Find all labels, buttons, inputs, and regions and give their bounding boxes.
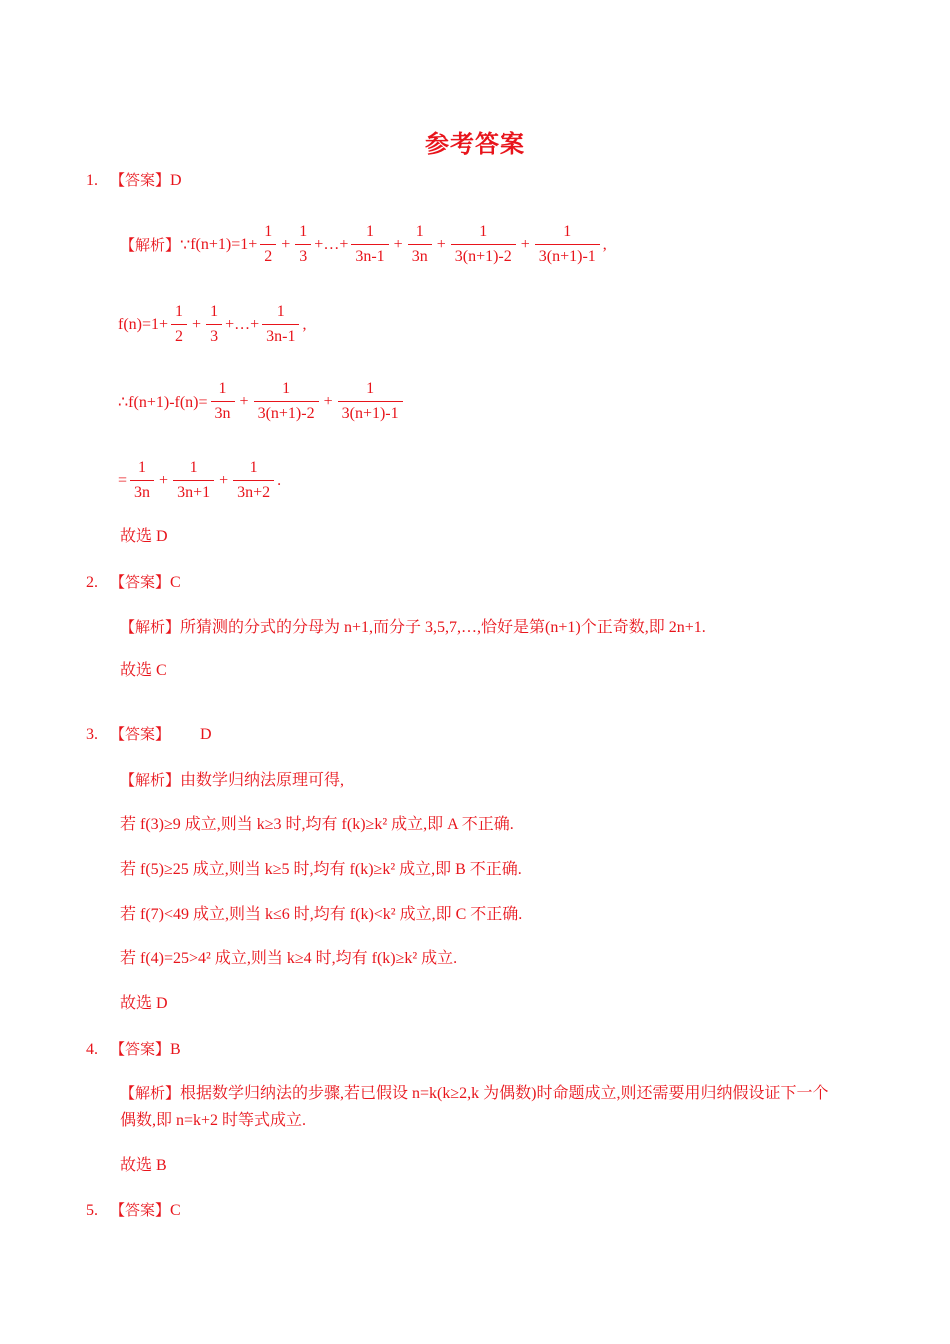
q5-answer-tag: 【答案】 — [110, 1201, 171, 1219]
fraction: $\frac{1}{3n-1}$ — [351, 223, 388, 266]
q3-number: 3. — [86, 726, 98, 743]
q1-answer-line — [86, 170, 182, 191]
q2-analysis-tag: 【解析】 — [120, 618, 181, 636]
q3-line-a: 若 f(3)≥9 成立,则当 k≥3 时,均有 f(k)≥k² 成立,即 A 不正确. — [120, 816, 514, 833]
ellipsis: +…+ — [314, 235, 349, 253]
q3-analysis: 由数学归纳法原理可得, — [180, 772, 345, 789]
equals-sign: = — [118, 471, 128, 489]
period: . — [277, 471, 282, 489]
q5-number: 5. — [86, 1202, 98, 1219]
q4-analysis-line2: 偶数,即 n=k+2 时等式成立. — [120, 1112, 307, 1129]
fraction: $\frac{1}{3}$ — [206, 303, 222, 346]
q1-formula-fn1: 【解析】 ∵ f(n+1)=1+ $\frac{1}{2}$ + $\frac{1}{3}$ +…+ $\frac{1}{3n-1}$ + $\frac{1}{3n}$ + $\frac{1}{3(n+1)-2}$ + $\frac{1}{3(n+1)-1}$ , — [120, 223, 607, 265]
q3-analysis-line — [120, 770, 344, 791]
q1-formula-result: = $\frac{1}{3n}$ + $\frac{1}{3n+1}$ + $\frac{1}{3n+2}$ . — [118, 459, 282, 501]
q3-answer-line — [86, 724, 212, 745]
fraction: $\frac{1}{3n}$ — [408, 223, 432, 266]
fraction: $\frac{1}{3n+2}$ — [233, 459, 274, 502]
ellipsis: +…+ — [225, 315, 260, 333]
fraction: $\frac{1}{2}$ — [171, 303, 187, 346]
q5-answer-line — [86, 1200, 181, 1221]
q1-analysis-tag: 【解析】 — [120, 236, 181, 254]
page-title: 参考答案 — [425, 130, 525, 158]
q4-answer-tag: 【答案】 — [110, 1040, 171, 1058]
fraction: $\frac{1}{3(n+1)-2}$ — [254, 380, 319, 423]
fraction: $\frac{1}{2}$ — [260, 223, 276, 266]
fraction: $\frac{1}{3}$ — [295, 223, 311, 266]
q4-number: 4. — [86, 1041, 98, 1058]
q2-analysis-line — [120, 617, 706, 638]
because-symbol: ∵ — [180, 236, 191, 254]
diff-lhs: ∴f(n+1)-f(n)= — [118, 393, 208, 411]
q3-analysis-tag: 【解析】 — [120, 771, 181, 789]
q3-line-d: 若 f(4)=25>4² 成立,则当 k≥4 时,均有 f(k)≥k² 成立. — [120, 950, 458, 967]
q1-conclusion: 故选 D — [120, 528, 168, 545]
q2-analysis: 所猜测的分式的分母为 n+1,而分子 3,5,7,…,恰好是第(n+1)个正奇数,即 2n+1. — [180, 619, 706, 636]
q4-answer-line — [86, 1039, 181, 1060]
q2-answer: C — [170, 574, 181, 591]
fraction: $\frac{1}{3n}$ — [130, 459, 154, 502]
q5-answer: C — [170, 1202, 181, 1219]
q2-answer-tag: 【答案】 — [110, 573, 171, 591]
q3-conclusion: 故选 D — [120, 995, 168, 1012]
fraction: $\frac{1}{3n+1}$ — [173, 459, 214, 502]
q4-conclusion: 故选 B — [120, 1157, 167, 1174]
q2-number: 2. — [86, 574, 98, 591]
q3-answer-tag: 【答案】 — [110, 725, 171, 743]
q1-number: 1. — [86, 172, 98, 189]
q1-answer-tag: 【答案】 — [110, 171, 171, 189]
q4-analysis-tag: 【解析】 — [120, 1084, 181, 1102]
q1-formula-diff: ∴f(n+1)-f(n)= $\frac{1}{3n}$ + $\frac{1}{3(n+1)-2}$ + $\frac{1}{3(n+1)-1}$ — [118, 380, 406, 423]
q4-analysis-text1: 根据数学归纳法的步骤,若已假设 n=k(k≥2,k 为偶数)时命题成立,则还需要用归纳假设证下一个 — [180, 1085, 829, 1102]
comma: , — [302, 315, 307, 333]
q2-conclusion: 故选 C — [120, 662, 167, 679]
q3-line-c: 若 f(7)<49 成立,则当 k≤6 时,均有 f(k)<k² 成立,即 C 不正确. — [120, 906, 523, 923]
fraction: $\frac{1}{3(n+1)-1}$ — [535, 223, 600, 266]
fraction: $\frac{1}{3(n+1)-1}$ — [338, 380, 403, 423]
q4-answer: B — [170, 1041, 181, 1058]
fn1-lhs: f(n+1)=1+ — [190, 235, 258, 253]
q4-analysis-line1 — [120, 1083, 828, 1104]
q1-formula-fn: f(n)=1+ $\frac{1}{2}$ + $\frac{1}{3}$ +…+ $\frac{1}{3n-1}$ , — [118, 303, 307, 345]
fraction: $\frac{1}{3n}$ — [211, 380, 235, 423]
q3-answer: D — [200, 726, 212, 743]
fn-lhs: f(n)=1+ — [118, 315, 169, 333]
q2-answer-line — [86, 572, 181, 593]
fraction: $\frac{1}{3(n+1)-2}$ — [451, 223, 516, 266]
fraction: $\frac{1}{3n-1}$ — [262, 303, 299, 346]
q3-line-b: 若 f(5)≥25 成立,则当 k≥5 时,均有 f(k)≥k² 成立,即 B 不正确. — [120, 861, 522, 878]
comma: , — [602, 235, 607, 253]
q1-answer: D — [170, 172, 182, 189]
